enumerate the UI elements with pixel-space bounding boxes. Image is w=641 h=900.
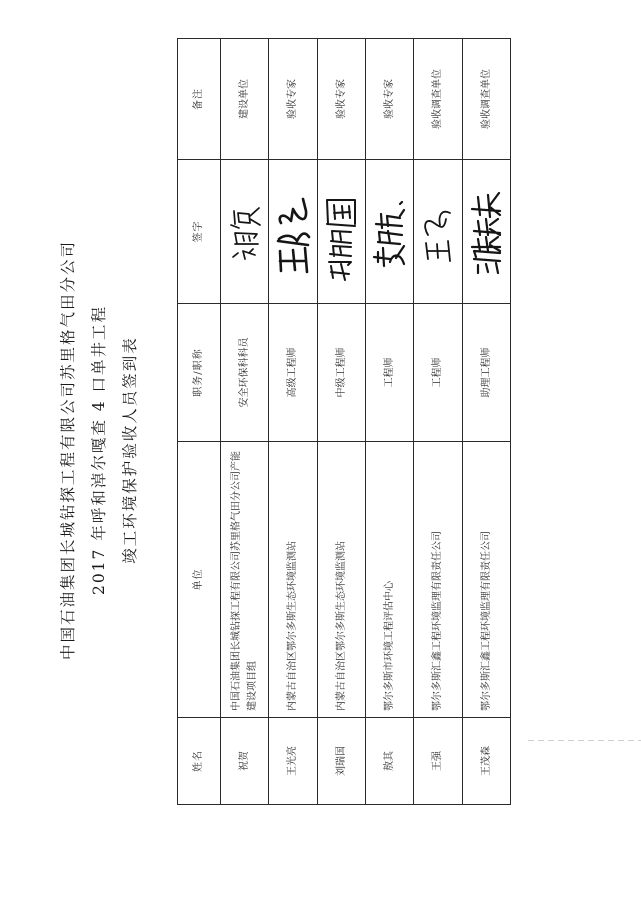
handwritten-signature [321,177,361,287]
cell-remark: 验收调查单位 [462,39,510,160]
handwritten-signature [466,182,506,282]
header-name: 姓名 [178,718,221,805]
cell-signature [414,160,462,304]
cell-signature [462,160,510,304]
table-row [269,39,317,805]
cell-position: 工程师 [414,304,462,442]
cell-unit: 内蒙古自治区鄂尔多斯生态环境监测站 [317,442,365,718]
table-row [414,39,462,805]
cell-unit: 鄂尔多斯汇鑫工程环境监理有限责任公司 [462,442,510,718]
cell-unit: 鄂尔多斯市环境工程评估中心 [365,442,413,718]
cell-remark: 验收调查单位 [414,39,462,160]
sign-in-table [177,38,511,805]
table-row [317,39,365,805]
cell-position: 安全环保科科员 [221,304,269,442]
handwritten-signature [370,187,410,277]
cell-remark: 验收专家 [269,39,317,160]
cell-unit: 内蒙古自治区鄂尔多斯生态环境监测站 [269,442,317,718]
cell-remark: 验收专家 [365,39,413,160]
header-position: 职务/职称 [178,304,221,442]
table-header-row [178,39,221,805]
cell-name: 王茂森 [462,718,510,805]
handwritten-signature [418,192,458,272]
cell-unit: 鄂尔多斯汇鑫工程环境监理有限责任公司 [414,442,462,718]
header-remark: 备注 [178,39,221,160]
table-row [221,39,269,805]
document-title-form: 竣工环境保护验收人员签到表 [121,336,139,564]
table-row [365,39,413,805]
document-title-project: 2017 年呼和淖尔嘎查 4 口单井工程 [90,304,108,596]
header-signature: 签字 [178,160,221,304]
header-unit: 单位 [178,442,221,718]
cell-name: 王光亮 [269,718,317,805]
cell-signature [317,160,365,304]
cell-name: 刘瑞国 [317,718,365,805]
document-title-company: 中国石油集团长城钻探工程有限公司苏里格气田分公司 [59,240,77,661]
cell-name: 祝贺 [221,718,269,805]
cell-remark: 建设单位 [221,39,269,160]
table-row [462,39,510,805]
cell-position: 中级工程师 [317,304,365,442]
handwritten-signature [273,182,313,282]
cell-position: 高级工程师 [269,304,317,442]
handwritten-signature [225,192,265,272]
cell-position: 助理工程师 [462,304,510,442]
cell-signature [221,160,269,304]
cell-remark: 验收专家 [317,39,365,160]
scan-artifact-line [528,740,641,741]
cell-name: 敖其 [365,718,413,805]
cell-signature [365,160,413,304]
cell-signature [269,160,317,304]
cell-position: 工程师 [365,304,413,442]
cell-name: 王强 [414,718,462,805]
cell-unit: 中国石油集团长城钻探工程有限公司苏里格气田分公司产能建设项目组 [221,442,269,718]
